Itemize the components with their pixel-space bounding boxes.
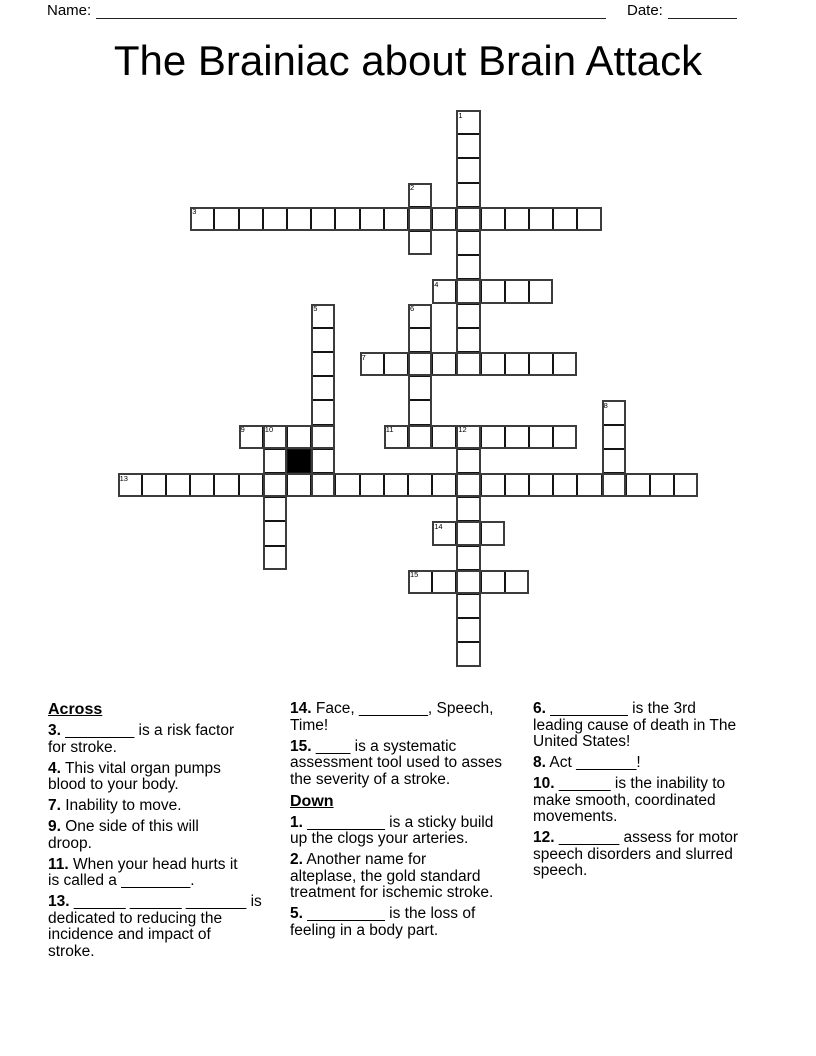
- grid-cell: [650, 473, 674, 497]
- clue-7: [48, 798, 300, 815]
- clue-line: 10. ______ is the inability to: [533, 775, 726, 792]
- clue-number: 9.: [48, 818, 61, 835]
- clue-line: 14. Face, ________, Speech,: [290, 700, 494, 717]
- clue-3: [48, 723, 300, 756]
- grid-cell: [311, 207, 335, 231]
- grid-cell: [263, 449, 287, 473]
- grid-cell: [335, 207, 359, 231]
- clue-line: up the clogs your arteries.: [290, 830, 469, 847]
- date-label: Date:: [627, 2, 663, 19]
- clue-line: 13. ______ ______ _______ is: [48, 893, 262, 910]
- grid-cell: [529, 207, 553, 231]
- clue-line: 12. _______ assess for motor: [533, 829, 739, 846]
- grid-cell: [263, 207, 287, 231]
- cell-number-6: 6: [410, 304, 415, 314]
- grid-cell: [456, 328, 480, 352]
- grid-cell: [456, 255, 480, 279]
- grid-cell: [602, 449, 626, 473]
- clue-line: for stroke.: [48, 738, 117, 756]
- grid-cell: [311, 425, 335, 449]
- clue-13: [48, 894, 300, 960]
- grid-cell: [360, 207, 384, 231]
- clue-number: 14.: [290, 700, 312, 717]
- clue-5: [290, 906, 542, 939]
- clue-line: the severity of a stroke.: [290, 770, 451, 788]
- clue-line: 5. _________ is the loss of: [290, 905, 476, 922]
- grid-cell: [456, 279, 480, 303]
- grid-cell: [456, 134, 480, 158]
- clue-line: 11. When your head hurts it: [48, 855, 238, 873]
- cell-number-5: 5: [313, 304, 318, 314]
- grid-cell: [311, 376, 335, 400]
- clue-number: 3.: [48, 722, 61, 739]
- across-header: Across: [48, 701, 103, 718]
- grid-cell: [287, 207, 311, 231]
- cell-number-14: 14: [434, 521, 443, 531]
- cell-number-3: 3: [192, 207, 197, 217]
- grid-cell: [602, 473, 626, 497]
- clue-line: 8. Act _______!: [533, 754, 641, 771]
- clue-line: dedicated to reducing the: [48, 909, 223, 927]
- grid-cell: [529, 425, 553, 449]
- clue-line: leading cause of death in The: [533, 716, 737, 734]
- grid-cell: [408, 207, 432, 231]
- grid-cell: [384, 473, 408, 497]
- clue-2: [290, 852, 542, 902]
- grid-cell: [626, 473, 650, 497]
- clue-12: [533, 830, 785, 880]
- cell-number-9: 9: [240, 425, 245, 435]
- grid-cell: [408, 376, 432, 400]
- clue-number: 8.: [533, 754, 546, 771]
- clue-line: make smooth, coordinated: [533, 791, 716, 809]
- grid-cell: [456, 231, 480, 255]
- grid-cell: [456, 158, 480, 182]
- clue-line: 6. _________ is the 3rd: [533, 700, 696, 717]
- cell-number-13: 13: [119, 473, 128, 483]
- clue-line: 7. Inability to move.: [48, 797, 182, 814]
- grid-cell: [481, 521, 505, 545]
- page-title: The Brainiac about Brain Attack: [113, 37, 703, 84]
- clue-10: [533, 776, 785, 826]
- grid-cell: [384, 352, 408, 376]
- grid-cell: [456, 642, 480, 666]
- grid-cell: [505, 425, 529, 449]
- grid-cell: [529, 473, 553, 497]
- clue-number: 2.: [290, 851, 303, 868]
- clue-line: 9. One side of this will: [48, 818, 199, 835]
- clue-1: [290, 815, 542, 848]
- grid-cell: [408, 328, 432, 352]
- grid-cell: [311, 328, 335, 352]
- grid-cell: [408, 400, 432, 424]
- grid-cell: [481, 425, 505, 449]
- grid-cell: [408, 352, 432, 376]
- clue-line: 1. _________ is a sticky build: [290, 813, 494, 831]
- grid-cell: [505, 352, 529, 376]
- clue-number: 13.: [48, 893, 70, 910]
- grid-cell: [456, 183, 480, 207]
- cell-number-7: 7: [361, 352, 366, 362]
- clue-line: speech disorders and slurred: [533, 845, 733, 863]
- clue-number: 11.: [48, 855, 69, 873]
- clue-number: 6.: [533, 700, 546, 717]
- grid-cell: [553, 473, 577, 497]
- clue-number: 4.: [48, 759, 61, 777]
- grid-cell: [287, 425, 311, 449]
- clues-column-3: [533, 701, 785, 884]
- grid-cell: [481, 352, 505, 376]
- clues-column-2: [290, 701, 542, 944]
- clue-line: is called a ________.: [48, 872, 195, 889]
- grid-cell: [577, 207, 601, 231]
- cell-number-10: 10: [264, 425, 274, 435]
- grid-cell: [674, 473, 698, 497]
- grid-cell: [456, 570, 480, 594]
- clue-line: stroke.: [48, 942, 95, 960]
- clue-line: feeling in a body part.: [290, 921, 439, 939]
- grid-cell: [505, 473, 529, 497]
- grid-cell: [214, 207, 238, 231]
- grid-cell: [214, 473, 238, 497]
- grid-cell: [456, 618, 480, 642]
- name-label: Name:: [47, 2, 92, 19]
- cell-number-2: 2: [410, 183, 415, 193]
- grid-cell: [408, 473, 432, 497]
- cell-number-11: 11: [385, 425, 394, 435]
- grid-cell: [481, 207, 505, 231]
- grid-cell: [263, 521, 287, 545]
- clue-9: [48, 819, 300, 852]
- grid-cell: [263, 546, 287, 570]
- clue-line: blood to your body.: [48, 776, 179, 793]
- grid-cell: [456, 449, 480, 473]
- grid-cell: [553, 425, 577, 449]
- grid-cell: [311, 473, 335, 497]
- clue-11: [48, 857, 300, 890]
- grid-cell: [456, 594, 480, 618]
- clue-line: movements.: [533, 808, 618, 825]
- grid-cell: [360, 473, 384, 497]
- grid-cell: [432, 207, 456, 231]
- clue-line: alteplase, the gold standard: [290, 867, 481, 885]
- clue-line: Time!: [290, 716, 329, 734]
- grid-cell: [263, 497, 287, 521]
- clue-4: [48, 761, 300, 794]
- grid-cell: [335, 473, 359, 497]
- clue-line: treatment for ischemic stroke.: [290, 884, 494, 901]
- grid-cell: [553, 352, 577, 376]
- clue-line: assessment tool used to asses: [290, 754, 502, 771]
- grid-cell: [432, 425, 456, 449]
- grid-cell: [602, 425, 626, 449]
- clues-column-1: [48, 701, 300, 965]
- grid-cell: [166, 473, 190, 497]
- grid-cell: [311, 449, 335, 473]
- clue-line: incidence and impact of: [48, 926, 211, 943]
- cell-number-4: 4: [434, 279, 439, 289]
- down-header: Down: [290, 792, 334, 810]
- grid-cell: [408, 425, 432, 449]
- grid-cell: [311, 352, 335, 376]
- black-cell: [287, 449, 311, 473]
- cell-number-12: 12: [458, 425, 467, 435]
- grid-cell: [408, 231, 432, 255]
- clue-line: droop.: [48, 834, 92, 852]
- cell-number-1: 1: [458, 110, 463, 120]
- clue-line: United States!: [533, 733, 631, 750]
- grid-cell: [456, 546, 480, 570]
- grid-cell: [432, 570, 456, 594]
- grid-cell: [190, 473, 214, 497]
- grid-cell: [142, 473, 166, 497]
- clue-15: [290, 739, 542, 789]
- grid-cell: [456, 521, 480, 545]
- clue-number: 1.: [290, 813, 303, 831]
- grid-cell: [553, 207, 577, 231]
- clue-number: 12.: [533, 829, 555, 846]
- grid-cell: [505, 279, 529, 303]
- grid-cell: [456, 304, 480, 328]
- grid-cell: [456, 207, 480, 231]
- grid-cell: [384, 207, 408, 231]
- clue-6: [533, 701, 785, 751]
- grid-cell: [529, 352, 553, 376]
- grid-cell: [287, 473, 311, 497]
- grid-cell: [456, 473, 480, 497]
- grid-cell: [505, 207, 529, 231]
- clue-line: 2. Another name for: [290, 851, 427, 868]
- clue-line: speech.: [533, 862, 588, 879]
- grid-cell: [263, 473, 287, 497]
- clue-8: [533, 755, 785, 772]
- grid-cell: [481, 473, 505, 497]
- grid-cell: [577, 473, 601, 497]
- clue-line: 4. This vital organ pumps: [48, 759, 221, 777]
- clue-line: 15. ____ is a systematic: [290, 737, 457, 755]
- clue-number: 10.: [533, 775, 555, 792]
- grid-cell: [481, 570, 505, 594]
- clue-number: 5.: [290, 905, 303, 922]
- grid-cell: [311, 400, 335, 424]
- grid-cell: [239, 473, 263, 497]
- grid-cell: [481, 279, 505, 303]
- grid-cell: [432, 352, 456, 376]
- clue-number: 15.: [290, 737, 312, 755]
- grid-cell: [456, 497, 480, 521]
- cell-number-8: 8: [603, 400, 608, 410]
- grid-cell: [505, 570, 529, 594]
- clue-14: [290, 701, 542, 734]
- grid-cell: [239, 207, 263, 231]
- grid-cell: [432, 473, 456, 497]
- clue-line: 3. ________ is a risk factor: [48, 722, 235, 739]
- grid-cell: [456, 352, 480, 376]
- clue-number: 7.: [48, 797, 61, 814]
- cell-number-15: 15: [410, 570, 419, 580]
- grid-cell: [529, 279, 553, 303]
